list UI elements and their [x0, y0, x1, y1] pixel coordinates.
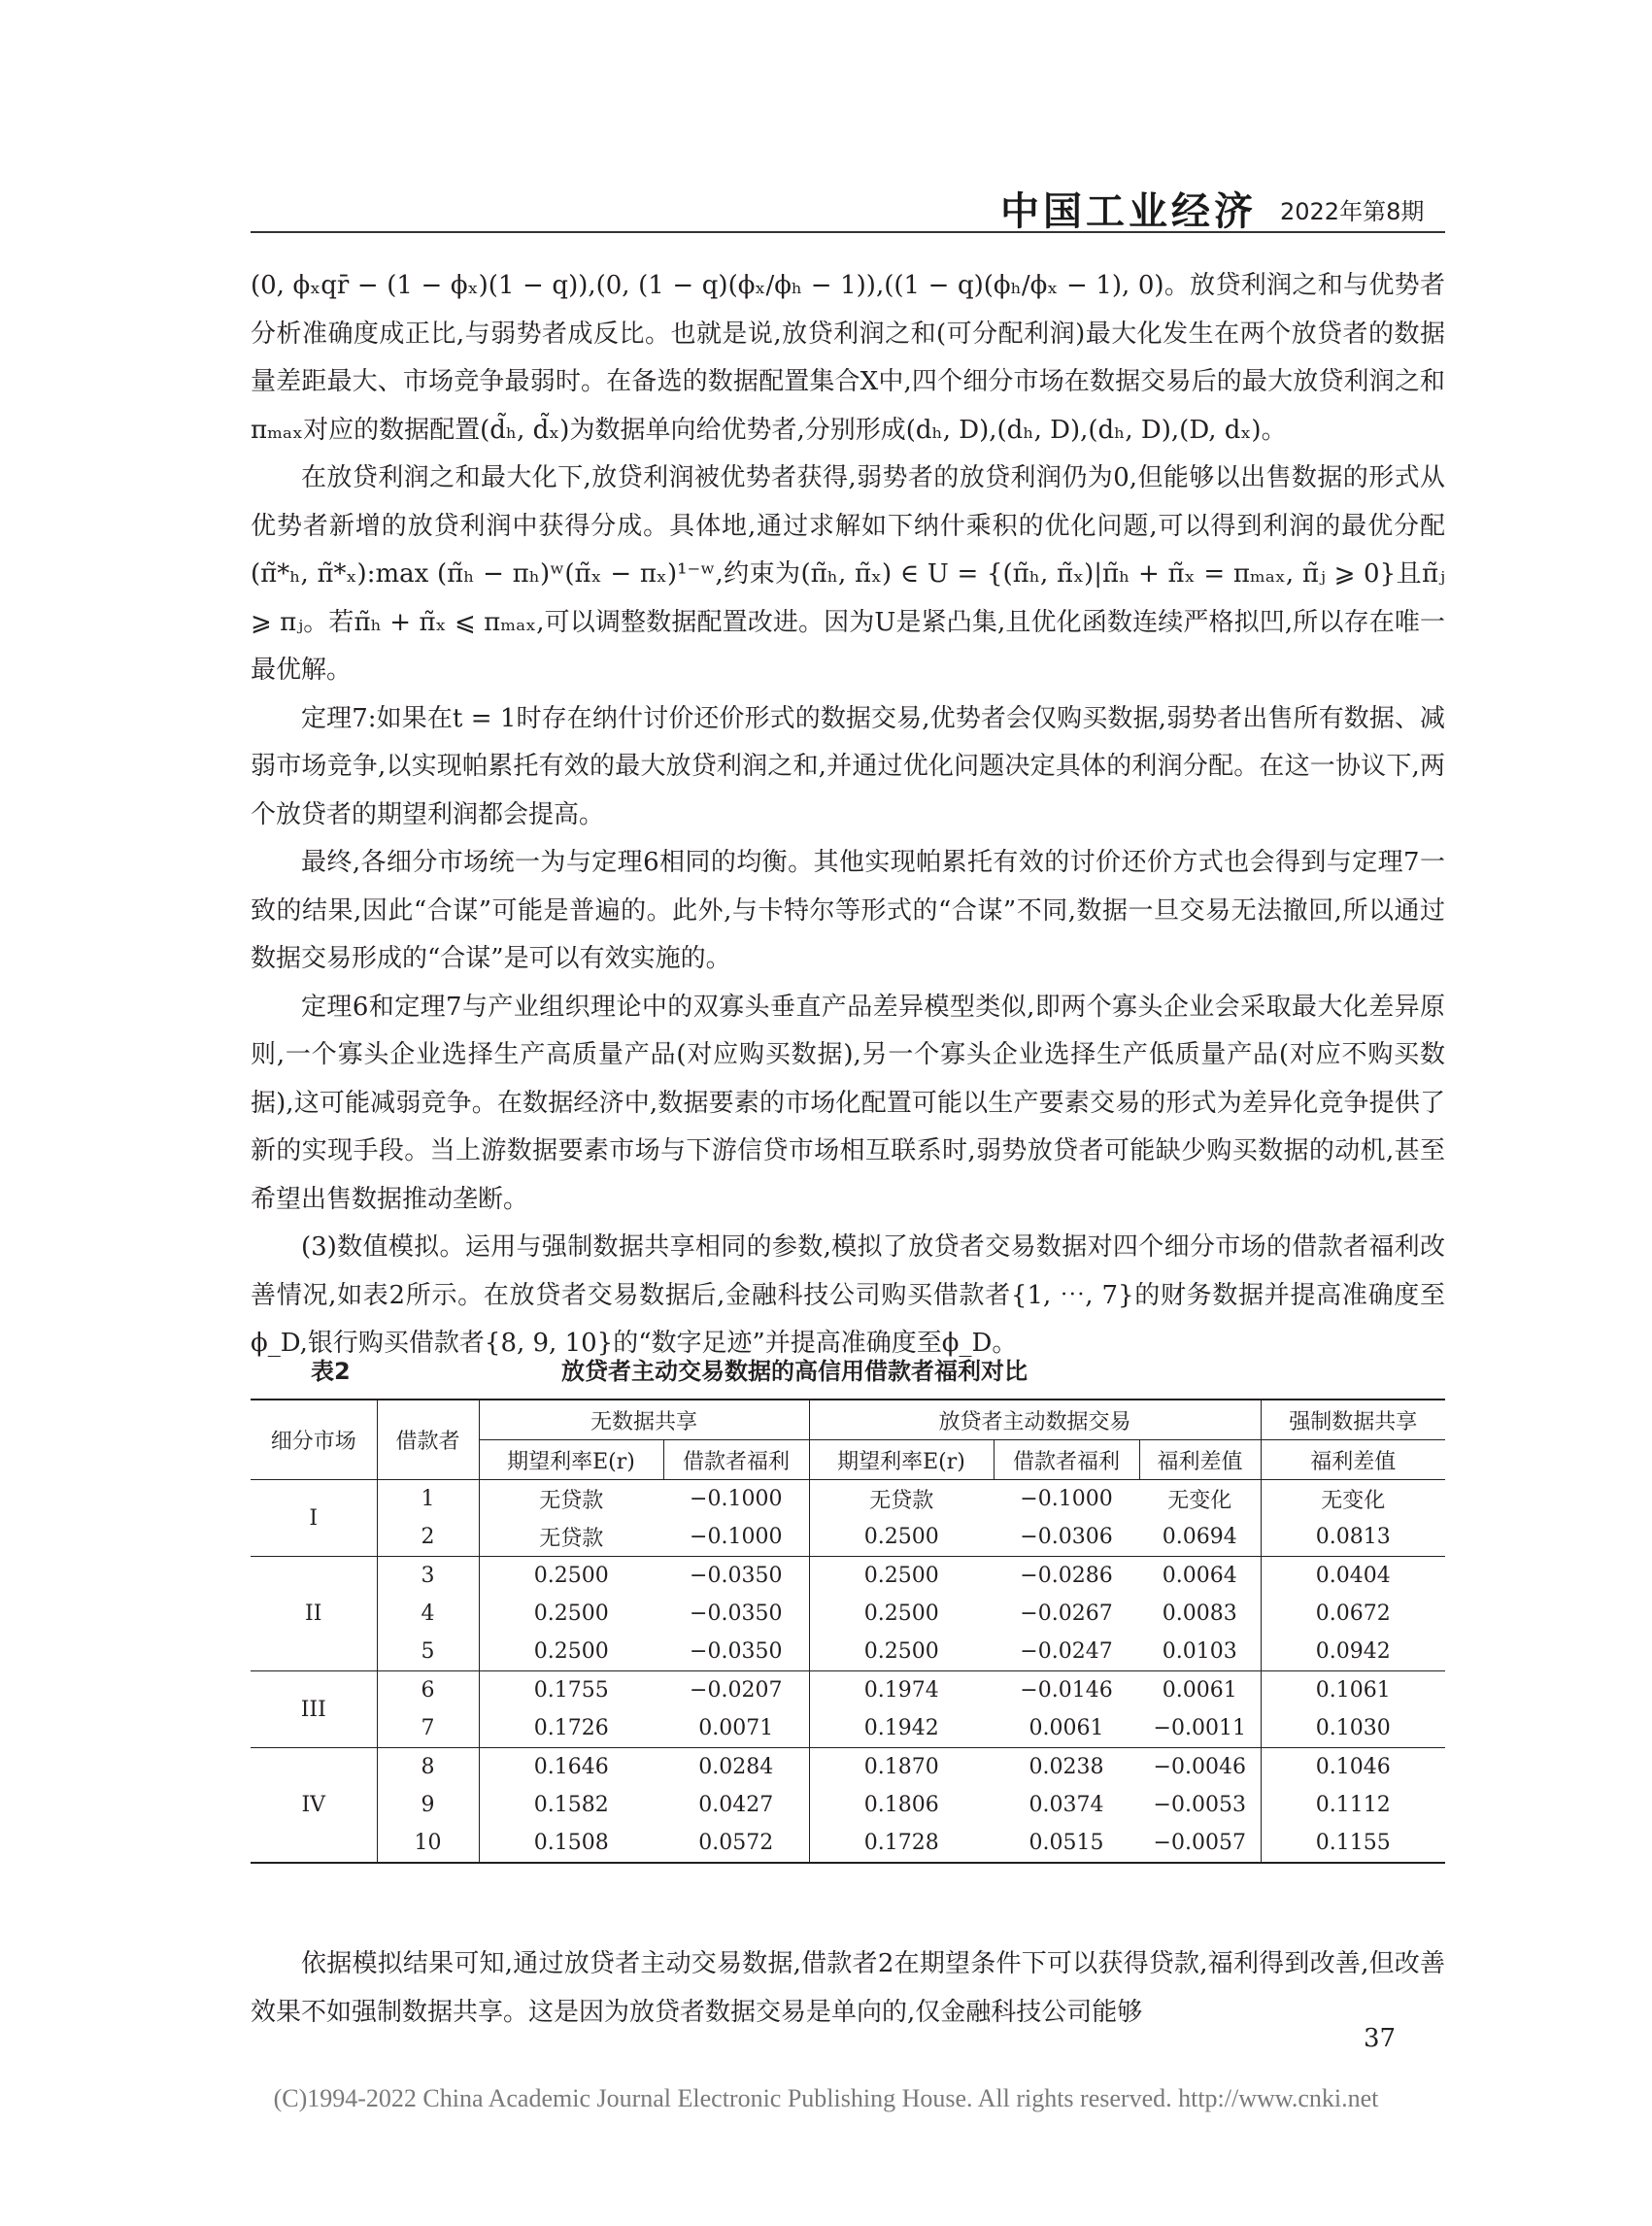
borrower-cell: 6	[377, 1671, 479, 1710]
subheader: 福利差值	[1261, 1440, 1445, 1480]
page-number: 37	[1364, 2024, 1397, 2053]
value-cell: −0.0350	[663, 1633, 809, 1671]
value-cell: −0.0286	[1020, 1564, 1113, 1588]
header-mandatory: 强制数据共享	[1261, 1400, 1445, 1440]
segment-cell: IV	[251, 1748, 377, 1864]
value-cell: −0.0053	[1139, 1786, 1261, 1824]
closing-text	[251, 1940, 1445, 2037]
welfare-table	[251, 1399, 1445, 1864]
value-cell: 0.0427	[663, 1786, 809, 1824]
value-cell: 0.0694	[1139, 1518, 1261, 1557]
table-row	[251, 1557, 1445, 1596]
value-cell: −0.0146	[1020, 1678, 1113, 1703]
value-cell: 0.1046	[1315, 1755, 1391, 1779]
value-cell: 0.2500	[533, 1564, 609, 1588]
value-cell: 0.2500	[863, 1564, 939, 1588]
value-cell: 无变化	[1321, 1489, 1386, 1513]
value-cell: 0.1582	[533, 1793, 609, 1817]
issue-label: 2022年第8期	[1280, 198, 1425, 225]
table-row	[251, 1824, 1445, 1863]
subheader: 期望利率E(r)	[479, 1440, 663, 1480]
table-row	[251, 1671, 1445, 1710]
borrower-cell: 7	[377, 1709, 479, 1748]
paragraph: 最终,各细分市场统一为与定理6相同的均衡。其他实现帕累托有效的讨价还价方式也会得到与定理7一致的结果,因此“合谋”可能是普遍的。此外,与卡特尔等形式的“合谋”不同,数据一旦交易无法撤回,所以通过数据交易形成的“合谋”是可以有效实施的。	[251, 848, 1445, 973]
table-row	[251, 1518, 1445, 1557]
header-rule	[251, 231, 1445, 233]
paragraph: (3)数值模拟。运用与强制数据共享相同的参数,模拟了放贷者交易数据对四个细分市场的借款者福利改善情况,如表2所示。在放贷者交易数据后,金融科技公司购买借款者{1, ⋯, 7}的财务数据并提高准确度至ϕ_D,银行购买借款者{8, 9, 10}的“数字足迹”并提高准确度至ϕ_D。	[251, 1232, 1445, 1358]
value-cell: 0.2500	[533, 1602, 609, 1626]
value-cell: −0.0011	[1139, 1709, 1261, 1748]
value-cell: 无贷款	[479, 1518, 663, 1557]
value-cell: 0.0942	[1261, 1633, 1445, 1671]
value-cell: −0.1000	[1020, 1487, 1113, 1511]
value-cell: 0.2500	[809, 1633, 994, 1671]
table-number: 表2	[311, 1358, 351, 1385]
value-cell: −0.0350	[663, 1595, 809, 1633]
value-cell: −0.0306	[994, 1518, 1139, 1557]
value-cell: 0.2500	[809, 1518, 994, 1557]
copyright-footer: (C)1994-2022 China Academic Journal Electronic Publishing House. All rights reserved. http://www.cnki.net	[273, 2084, 1379, 2112]
value-cell: 无变化	[1139, 1480, 1261, 1519]
value-cell: 0.1508	[479, 1824, 663, 1863]
value-cell: 0.0404	[1315, 1564, 1391, 1588]
value-cell: 0.1726	[479, 1709, 663, 1748]
borrower-cell: 2	[377, 1518, 479, 1557]
header-borrower: 借款者	[377, 1400, 479, 1480]
borrower-cell: 5	[377, 1633, 479, 1671]
value-cell: 0.0374	[1028, 1793, 1104, 1817]
value-cell: 0.0238	[1028, 1755, 1104, 1779]
value-cell: 0.1974	[863, 1678, 939, 1703]
table-row	[251, 1633, 1445, 1671]
value-cell: 0.1030	[1261, 1709, 1445, 1748]
borrower-cell: 4	[377, 1595, 479, 1633]
value-cell: 无贷款	[869, 1489, 934, 1513]
segment-cell: II	[251, 1557, 377, 1671]
value-cell: 0.1646	[533, 1755, 609, 1779]
value-cell: 0.2500	[479, 1633, 663, 1671]
borrower-cell: 10	[377, 1824, 479, 1863]
paragraph: 在放贷利润之和最大化下,放贷利润被优势者获得,弱势者的放贷利润仍为0,但能够以出售数据的形式从优势者新增的放贷利润中获得分成。具体地,通过求解如下纳什乘积的优化问题,可以得到利润的最优分配(π̃*ₕ, π̃*ₓ):max (π̃ₕ − πₕ)ʷ(π̃ₓ − πₓ)¹⁻ʷ,约束为(π̃ₕ, π̃ₓ) ∈ U = {(π̃ₕ, π̃ₓ)|π̃ₕ + π̃ₓ = πₘₐₓ, π̃ⱼ ⩾ 0}且π̃ⱼ ⩾ πⱼ。若π̃ₕ + π̃ₓ ⩽ πₘₐₓ,可以调整数据配置改进。因为U是紧凸集,且优化函数连续严格拟凹,所以存在唯一最优解。	[251, 463, 1445, 685]
value-cell: 0.0061	[994, 1709, 1139, 1748]
value-cell: 0.1155	[1261, 1824, 1445, 1863]
body-text	[251, 262, 1445, 1368]
value-cell: 0.0284	[663, 1748, 809, 1787]
paragraph: 定理6和定理7与产业组织理论中的双寡头垂直产品差异模型类似,即两个寡头企业会采取最大化差异原则,一个寡头企业选择生产高质量产品(对应购买数据),另一个寡头企业选择生产低质量产品(对应不购买数据),这可能减弱竞争。在数据经济中,数据要素的市场化配置可能以生产要素交易的形式为差异化竞争提供了新的实现手段。当上游数据要素市场与下游信贷市场相互联系时,弱势放贷者可能缺少购买数据的动机,甚至希望出售数据推动垄断。	[251, 992, 1445, 1214]
value-cell: 0.0064	[1139, 1557, 1261, 1596]
value-cell: 0.1061	[1315, 1678, 1391, 1703]
value-cell: −0.0057	[1139, 1824, 1261, 1863]
table-row	[251, 1709, 1445, 1748]
header-segment: 细分市场	[251, 1400, 377, 1480]
value-cell: −0.1000	[663, 1480, 809, 1519]
value-cell: 0.0083	[1139, 1595, 1261, 1633]
table-row	[251, 1786, 1445, 1824]
table-caption	[251, 1352, 1445, 1391]
paragraph: (0, ϕₓqr̄ − (1 − ϕₓ)(1 − q)),(0, (1 − q)(ϕₓ/ϕₕ − 1)),((1 − q)(ϕₕ/ϕₓ − 1), 0)。放贷利润之和与优势者分析准确度成正比,与弱势者成反比。也就是说,放贷利润之和(可分配利润)最大化发生在两个放贷者的数据量差距最大、市场竞争最弱时。在备选的数据配置集合X中,四个细分市场在数据交易后的最大放贷利润之和πₘₐₓ对应的数据配置(d̃ₕ, d̃ₓ)为数据单向给优势者,分别形成(dₕ, D),(dₕ, D),(dₕ, D),(D, dₓ)。	[251, 271, 1445, 445]
borrower-cell: 1	[377, 1480, 479, 1519]
value-cell: 0.0572	[663, 1824, 809, 1863]
value-cell: 0.1728	[809, 1824, 994, 1863]
value-cell: 0.1755	[533, 1678, 609, 1703]
value-cell: 无贷款	[539, 1489, 604, 1513]
value-cell: 0.0071	[663, 1709, 809, 1748]
segment-cell: I	[251, 1480, 377, 1557]
table-row	[251, 1748, 1445, 1787]
value-cell: 0.2500	[863, 1602, 939, 1626]
table-row	[251, 1480, 1445, 1519]
value-cell: −0.0247	[994, 1633, 1139, 1671]
paragraph: 依据模拟结果可知,通过放贷者主动交易数据,借款者2在期望条件下可以获得贷款,福利得到改善,但改善效果不如强制数据共享。这是因为放贷者数据交易是单向的,仅金融科技公司能够	[251, 1949, 1445, 2027]
value-cell: 0.0672	[1315, 1602, 1391, 1626]
borrower-cell: 3	[377, 1557, 479, 1596]
subheader: 借款者福利	[994, 1440, 1139, 1480]
value-cell: −0.0046	[1139, 1748, 1261, 1787]
borrower-cell: 8	[377, 1748, 479, 1787]
value-cell: 0.1942	[809, 1709, 994, 1748]
subheader: 福利差值	[1139, 1440, 1261, 1480]
value-cell: 0.0515	[994, 1824, 1139, 1863]
value-cell: −0.0267	[1020, 1602, 1113, 1626]
table-row	[251, 1595, 1445, 1633]
value-cell: 0.0103	[1139, 1633, 1261, 1671]
value-cell: 0.1870	[863, 1755, 939, 1779]
table-body	[251, 1480, 1445, 1864]
header-active-trade: 放贷者主动数据交易	[809, 1400, 1261, 1440]
value-cell: 0.0813	[1261, 1518, 1445, 1557]
table-title: 放贷者主动交易数据的高信用借款者福利对比	[561, 1358, 1028, 1385]
borrower-cell: 9	[377, 1786, 479, 1824]
value-cell: 0.1112	[1315, 1793, 1391, 1817]
segment-cell: III	[251, 1671, 377, 1748]
value-cell: 0.0061	[1139, 1671, 1261, 1710]
value-cell: −0.0350	[663, 1557, 809, 1596]
value-cell: −0.0207	[663, 1671, 809, 1710]
value-cell: −0.1000	[663, 1518, 809, 1557]
value-cell: 0.1806	[863, 1793, 939, 1817]
subheader: 期望利率E(r)	[809, 1440, 994, 1480]
header-no-share: 无数据共享	[479, 1400, 809, 1440]
journal-brand: 中国工业经济	[1000, 188, 1257, 234]
paragraph: 定理7:如果在t = 1时存在纳什讨价还价形式的数据交易,优势者会仅购买数据,弱势者出售所有数据、减弱市场竞争,以实现帕累托有效的最大放贷利润之和,并通过优化问题决定具体的利润分配。在这一协议下,两个放贷者的期望利润都会提高。	[251, 703, 1445, 829]
subheader: 借款者福利	[663, 1440, 809, 1480]
